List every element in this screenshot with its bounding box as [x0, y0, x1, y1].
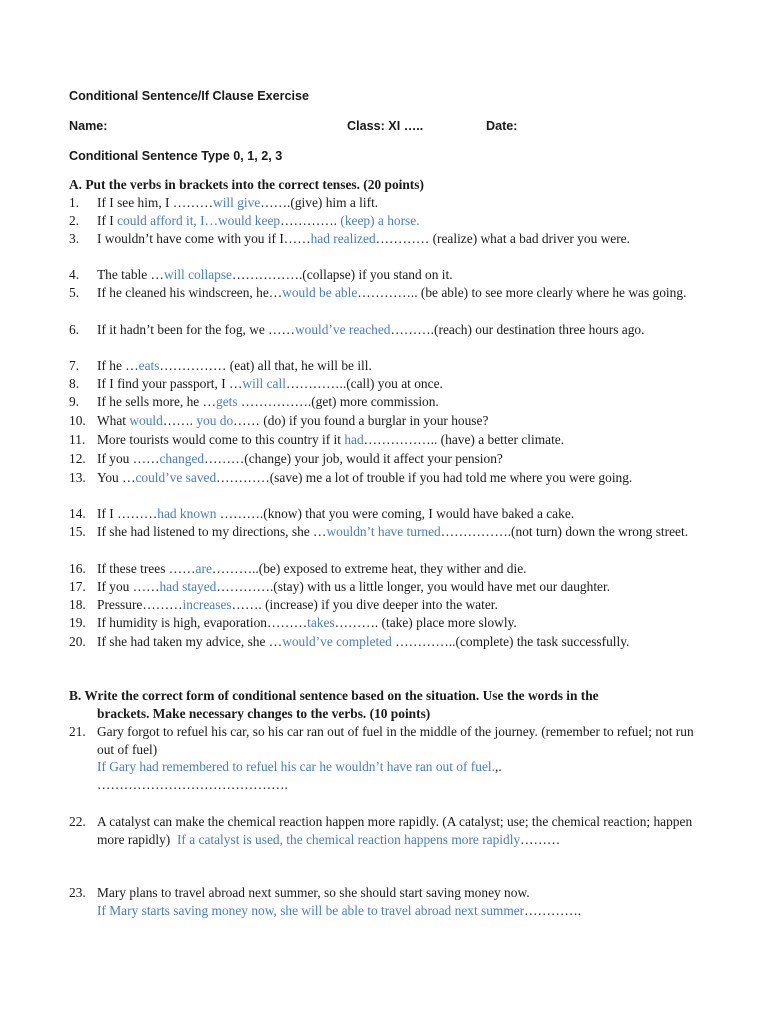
item-text	[97, 596, 701, 614]
prompt-text: I wouldn’t have come with you if I……	[97, 231, 311, 246]
item-number: 14.	[69, 506, 86, 521]
prompt-text: ……….(reach) our destination three hours ago.	[390, 322, 645, 337]
prompt-text: If he cleaned his windscreen, he…	[97, 285, 283, 300]
prompt-text: …………….. (have) a better climate.	[363, 432, 565, 447]
item-number: 5.	[69, 285, 80, 300]
exercise-item-12	[69, 450, 701, 468]
class-label: Class: XI …..	[347, 119, 424, 133]
answer-text: increases	[182, 597, 232, 612]
exercise-item-6	[69, 321, 701, 339]
exercise-subtitle: Conditional Sentence Type 0, 1, 2, 3	[69, 149, 283, 163]
exercise-item-4	[69, 266, 701, 284]
item-text	[97, 450, 701, 468]
answer-text: could afford it, I…would keep	[117, 213, 281, 228]
exercise-item-15	[69, 523, 701, 541]
answer-text: gets	[216, 394, 238, 409]
student-info-row	[69, 119, 689, 137]
exercise-item-7	[69, 357, 701, 375]
item-text	[97, 560, 701, 578]
item-number: 6.	[69, 322, 80, 337]
prompt-text: …… (do) if you found a burglar in your house?	[233, 413, 489, 428]
answer-text: had known	[157, 506, 217, 521]
exercise-item-20	[69, 633, 701, 651]
document-title: Conditional Sentence/If Clause Exercise	[69, 89, 310, 103]
prompt-text: …………….(not turn) down the wrong street.	[440, 524, 689, 539]
answer-text: would’ve completed	[282, 634, 392, 649]
exercise-item-16	[69, 560, 701, 578]
exercise-item-11	[69, 431, 701, 449]
prompt-text: ………….(stay) with us a little longer, you would have met our daughter.	[216, 579, 611, 594]
item-number: 23.	[69, 885, 86, 900]
question-item-21	[69, 723, 701, 793]
item-text	[97, 412, 701, 430]
exercise-item-3	[69, 230, 701, 248]
answer-text: are	[195, 561, 212, 576]
exercise-item-13	[69, 469, 701, 487]
prompt-text: If I find your passport, I …	[97, 376, 243, 391]
section-b-heading-line1: B. Write the correct form of conditional sentence based on the situation. Use the words in the	[69, 688, 599, 703]
item-number: 22.	[69, 814, 86, 829]
item-number: 19.	[69, 615, 86, 630]
item-text	[97, 614, 701, 632]
question-text: A catalyst can make the chemical reaction happen more rapidly. (A catalyst; use; the chemical reaction; happen more rapidly)	[97, 814, 693, 847]
prompt-text: Pressure………	[97, 597, 183, 612]
question-text: Gary forgot to refuel his car, so his car ran out of fuel in the middle of the journey. (remember to refuel; not run out of fuel)	[97, 724, 694, 757]
item-text	[97, 393, 701, 411]
prompt-text: If it hadn’t been for the fog, we ……	[97, 322, 295, 337]
item-text	[97, 431, 701, 449]
item-text	[97, 578, 701, 596]
name-label: Name:	[69, 119, 108, 133]
prompt-text: ………… (realize) what a bad driver you were.	[375, 231, 630, 246]
prompt-text: The table …	[97, 267, 164, 282]
item-number: 18.	[69, 597, 86, 612]
prompt-text: …………..(call) you at once.	[285, 376, 443, 391]
section-b-heading-line2: brackets. Make necessary changes to the verbs. (10 points)	[97, 706, 431, 721]
exercise-item-17	[69, 578, 701, 596]
answer-text: would	[129, 413, 163, 428]
answer-text: will give	[213, 195, 261, 210]
item-number: 9.	[69, 394, 80, 409]
item-text	[97, 321, 701, 339]
exercise-item-1	[69, 194, 701, 212]
answer-text: (keep) a horse.	[340, 213, 420, 228]
answer-text: wouldn’t have turned	[326, 524, 441, 539]
answer-text: eats	[138, 358, 160, 373]
item-text	[97, 469, 701, 487]
prompt-text: If he …	[97, 358, 139, 373]
item-text	[97, 212, 701, 230]
prompt-text: If I ………	[97, 506, 158, 521]
question-item-22	[69, 813, 701, 848]
answer-tail: ,.	[494, 759, 502, 774]
answer-dots: …………………………………….	[97, 776, 288, 792]
prompt-text: ………. (take) place more slowly.	[334, 615, 517, 630]
prompt-text: ………..(be) exposed to extreme heat, they wither and die.	[211, 561, 527, 576]
item-text	[97, 633, 701, 651]
prompt-text: …………(save) me a lot of trouble if you had told me where you were going.	[216, 470, 633, 485]
question-item-23	[69, 884, 701, 919]
answer-text: could’ve saved	[135, 470, 217, 485]
prompt-text: If you ……	[97, 451, 160, 466]
item-text	[97, 523, 701, 541]
section-a-heading: A. Put the verbs in brackets into the correct tenses. (20 points)	[69, 177, 424, 192]
item-number: 4.	[69, 267, 80, 282]
prompt-text: ……. (increase) if you dive deeper into the water.	[231, 597, 498, 612]
prompt-text: What	[97, 413, 130, 428]
answer-text: would be able	[282, 285, 358, 300]
item-text	[97, 375, 701, 393]
exercise-item-2	[69, 212, 701, 230]
answer-text: changed	[159, 451, 205, 466]
answer-text: If Gary had remembered to refuel his car he wouldn’t have ran out of fuel.	[97, 759, 495, 774]
prompt-text: ………….	[280, 213, 341, 228]
exercise-item-9	[69, 393, 701, 411]
section-b-heading	[69, 687, 709, 723]
exercise-item-5	[69, 284, 701, 302]
exercise-item-10	[69, 412, 701, 430]
item-number: 15.	[69, 524, 86, 539]
prompt-text: …….(give) him a lift.	[260, 195, 379, 210]
answer-text: If a catalyst is used, the chemical reaction happens more rapidly	[176, 831, 521, 847]
prompt-text: ………(change) your job, would it affect your pension?	[204, 451, 503, 466]
item-text	[97, 505, 701, 523]
prompt-text: …………… (eat) all that, he will be ill.	[159, 358, 372, 373]
answer-text: will collapse	[163, 267, 232, 282]
question-text: Mary plans to travel abroad next summer, so she should start saving money now.	[97, 885, 530, 900]
answer-text: would’ve reached	[294, 322, 391, 337]
item-number: 16.	[69, 561, 86, 576]
item-number: 17.	[69, 579, 86, 594]
answer-text: had realized	[310, 231, 376, 246]
prompt-text: If humidity is high, evaporation………	[97, 615, 308, 630]
exercise-item-8	[69, 375, 701, 393]
prompt-text: …………..(complete) the task successfully.	[391, 634, 630, 649]
prompt-text: If she had listened to my directions, she …	[97, 524, 327, 539]
item-text	[97, 284, 701, 302]
item-text	[97, 266, 701, 284]
answer-text: had	[344, 432, 364, 447]
exercise-item-19	[69, 614, 701, 632]
item-number: 12.	[69, 451, 86, 466]
item-number: 21.	[69, 724, 86, 739]
prompt-text: …………….(get) more commission.	[237, 394, 439, 409]
item-number: 8.	[69, 376, 80, 391]
date-label: Date:	[486, 119, 518, 133]
answer-text: If Mary starts saving money now, she will be able to travel abroad next summer	[97, 902, 525, 918]
prompt-text: …….	[162, 413, 197, 428]
prompt-text: If these trees ……	[97, 561, 196, 576]
item-number: 11.	[69, 432, 86, 447]
prompt-text: If I see him, I ………	[97, 195, 214, 210]
item-number: 7.	[69, 358, 80, 373]
answer-text: you do	[196, 413, 234, 428]
item-text	[97, 357, 701, 375]
prompt-text: …………….(collapse) if you stand on it.	[232, 267, 453, 282]
prompt-text: You …	[97, 470, 136, 485]
item-number: 3.	[69, 231, 80, 246]
prompt-text: More tourists would come to this country if it	[97, 432, 345, 447]
item-number: 20.	[69, 634, 86, 649]
answer-text: takes	[307, 615, 335, 630]
item-text	[97, 194, 701, 212]
answer-text: will call	[242, 376, 286, 391]
item-number: 13.	[69, 470, 86, 485]
prompt-text: If I	[97, 213, 118, 228]
answer-tail: ………	[520, 831, 561, 847]
prompt-text: If she had taken my advice, she …	[97, 634, 283, 649]
prompt-text: ………….. (be able) to see more clearly where he was going.	[357, 285, 687, 300]
exercise-item-18	[69, 596, 701, 614]
prompt-text: ……….(know) that you were coming, I would have baked a cake.	[216, 506, 575, 521]
prompt-text: If he sells more, he …	[97, 394, 216, 409]
answer-text: had stayed	[159, 579, 217, 594]
item-number: 10.	[69, 413, 86, 428]
item-text	[97, 230, 701, 248]
item-number: 2.	[69, 213, 80, 228]
answer-tail: ………….	[524, 902, 582, 918]
item-number: 1.	[69, 195, 80, 210]
exercise-item-14	[69, 505, 701, 523]
prompt-text: If you ……	[97, 579, 160, 594]
